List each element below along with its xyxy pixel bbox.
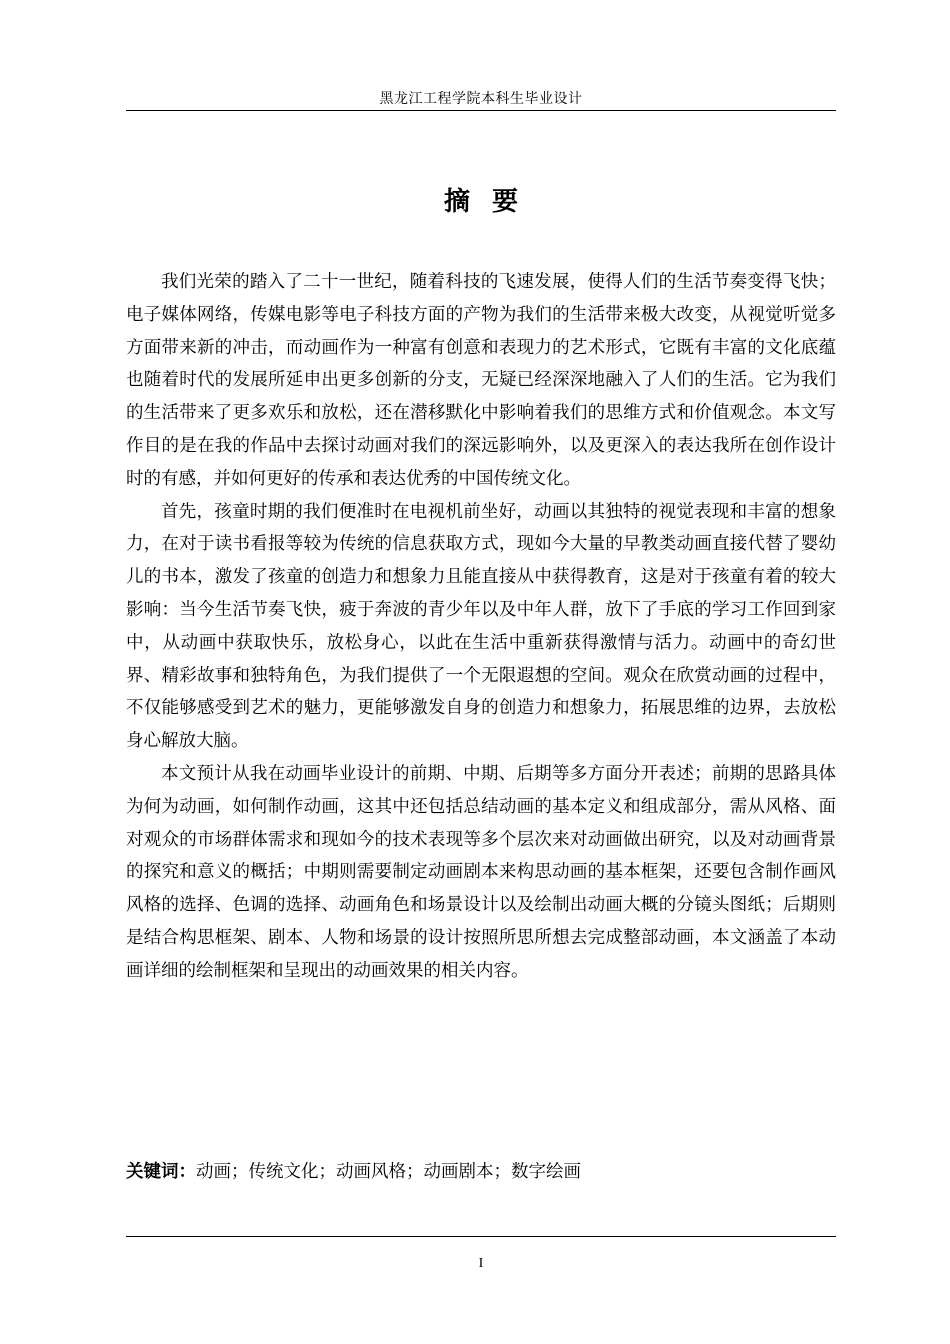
abstract-title: 摘要 bbox=[443, 187, 540, 217]
footer-divider bbox=[126, 1236, 836, 1237]
keywords-line bbox=[126, 1158, 836, 1186]
abstract-body bbox=[126, 266, 836, 988]
abstract-paragraph-3: 本文预计从我在动画毕业设计的前期、中期、后期等多方面分开表述；前期的思路具体为何为动画，如何制作动画，这其中还包括总结动画的基本定义和组成部分，需从风格、面对观众的市场群体需求和现如今的技术表现等多个层次来对动画做出研究，以及对动画背景的探究和意义的概括；中期则需要制定动画剧本来构思动画的基本框架，还要包含制作画风风格的选择、色调的选择、动画角色和场景设计以及绘制出动画大概的分镜头图纸；后期则是结合构思框架、剧本、人物和场景的设计按照所思所想去完成整部动画，本文涵盖了本动画详细的绘制框架和呈现出的动画效果的相关内容。 bbox=[126, 763, 836, 981]
header-divider bbox=[126, 110, 836, 111]
abstract-paragraph-2: 首先，孩童时期的我们便准时在电视机前坐好，动画以其独特的视觉表现和丰富的想象力，在对于读书看报等较为传统的信息获取方式，现如今大量的早教类动画直接代替了婴幼儿的书本，激发了孩童的创造力和想象力且能直接从中获得教育，这是对于孩童有着的较大影响：当今生活节奏飞快，疲于奔波的青少年以及中年人群，放下了手底的学习工作回到家中，从动画中获取快乐，放松身心，以此在生活中重新获得激情与活力。动画中的奇幻世界、精彩故事和独特角色，为我们提供了一个无限遐想的空间。观众在欣赏动画的过程中，不仅能够感受到艺术的魅力，更能够激发自身的创造力和想象力，拓展思维的边界，去放松身心解放大脑。 bbox=[126, 501, 836, 752]
keywords-text: 动画；传统文化；动画风格；动画剧本；数字绘画 bbox=[196, 1162, 581, 1182]
keywords-label: 关键词： bbox=[126, 1162, 196, 1182]
abstract-paragraph-1: 我们光荣的踏入了二十一世纪，随着科技的飞速发展，使得人们的生活节奏变得飞快；电子媒体网络，传媒电影等电子科技方面的产物为我们的生活带来极大改变，从视觉听觉多方面带来新的冲击，而动画作为一种富有创意和表现力的艺术形式，它既有丰富的文化底蕴也随着时代的发展所延申出更多创新的分支，无疑已经深深地融入了人们的生活。它为我们的生活带来了更多欢乐和放松，还在潜移默化中影响着我们的思维方式和价值观念。本文写作目的是在我的作品中去探讨动画对我们的深远影响外，以及更深入的表达我所在创作设计时的有感，并如何更好的传承和表达优秀的中国传统文化。 bbox=[126, 272, 836, 489]
page-number: I bbox=[478, 1256, 484, 1271]
running-header: 黑龙江工程学院本科生毕业设计 bbox=[379, 91, 583, 107]
